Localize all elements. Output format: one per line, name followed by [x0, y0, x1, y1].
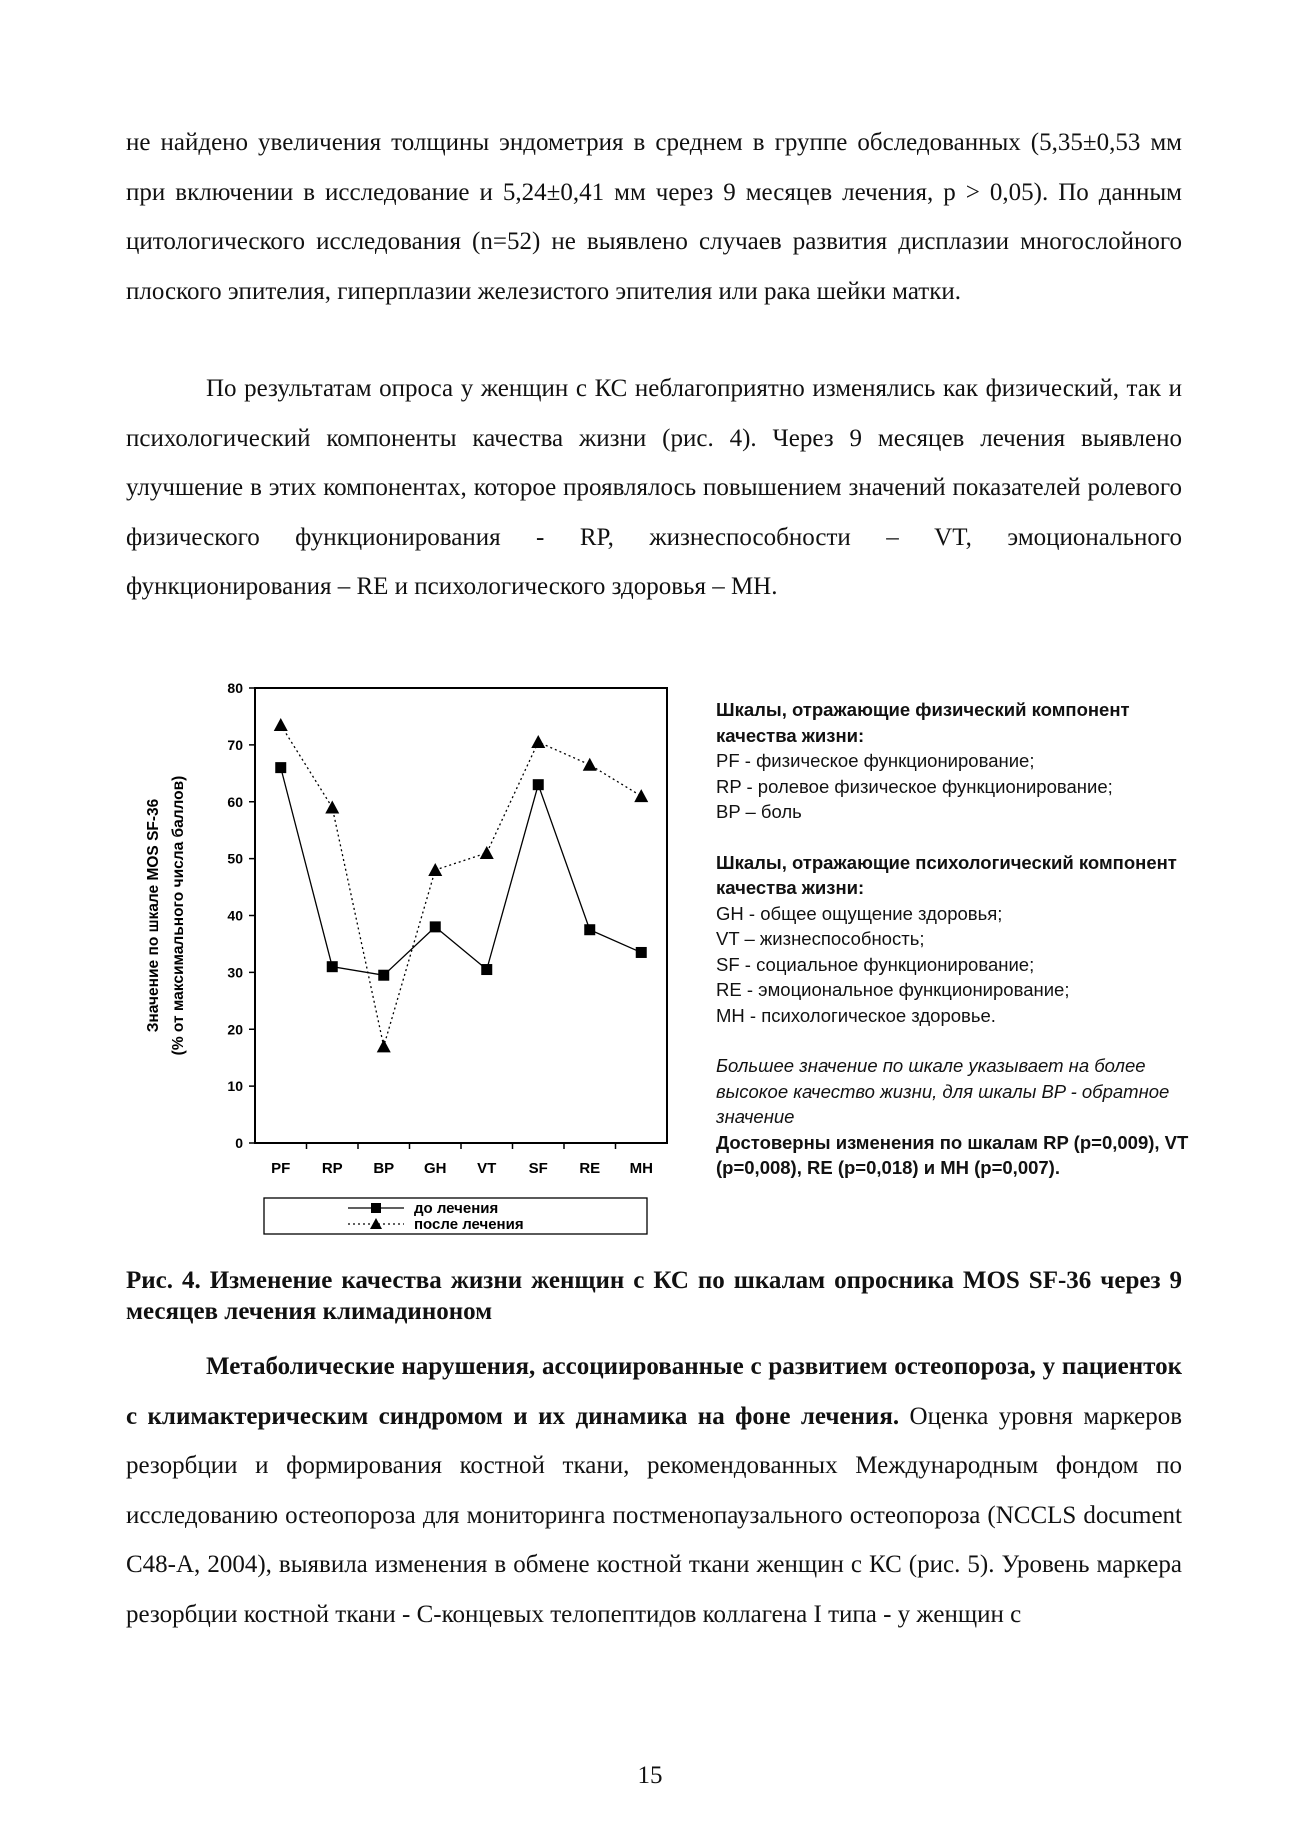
scales-legend-panel: [716, 697, 1196, 1181]
psychological-scale-item: SF - социальное функционирование;: [716, 953, 1035, 975]
x-tick-label: RE: [579, 1160, 601, 1177]
x-tick-label: RP: [321, 1160, 343, 1177]
paragraph-2: По результатам опроса у женщин с КС неблагоприятно изменялись как физический, так и психологический компоненты качества жизни (рис. 4). Через 9 месяцев лечения выявлено улучшение в этих компонентах, которое проявлялось повышением значений показателей ролевого физического функционирования - RP, жизнеспособности – VT, эмоционального функционирования – RE и психологического здоровья – MH.: [126, 375, 1182, 600]
data-point-before-treatment: [584, 924, 595, 935]
data-point-before-treatment: [533, 779, 544, 790]
figure-caption: Рис. 4. Изменение качества жизни женщин с КС по шкалам опросника MOS SF-36 через 9 месяцев лечения климадиноном: [126, 1267, 1182, 1325]
data-point-after-treatment: [428, 863, 442, 876]
physical-scale-item: RP - ролевое физическое функционирование;: [716, 775, 1113, 797]
paragraph-3-text: Оценка уровня маркеров резорбции и формирования костной ткани, рекомендованных Международным фондом по исследованию остеопороза для мониторинга постменопаузального остеопороза (NCCLS document C48-A, 2004), выявила изменения в обмене костной ткани женщин с КС (рис. 5). Уровень маркера резорбции костной ткани - С-концевых телопептидов коллагена I типа - у женщин с: [126, 1402, 1183, 1628]
y-axis-label-units: (% от максимального числа баллов): [170, 775, 187, 1056]
data-point-before-treatment: [275, 762, 286, 773]
x-tick-label: GH: [424, 1160, 447, 1177]
y-tick-label: 20: [227, 1021, 243, 1038]
data-point-after-treatment: [531, 735, 545, 748]
x-tick-label: PF: [271, 1160, 291, 1177]
data-point-after-treatment: [377, 1039, 391, 1052]
data-point-before-treatment: [327, 961, 338, 972]
y-tick-label: 60: [227, 793, 243, 810]
x-tick-label: SF: [528, 1160, 548, 1177]
y-tick-label: 80: [227, 680, 243, 696]
data-point-after-treatment: [325, 800, 339, 813]
data-point-after-treatment: [480, 846, 494, 859]
psychological-scale-item: RE - эмоциональное функционирование;: [716, 979, 1070, 1000]
x-tick-label: VT: [477, 1160, 497, 1177]
y-tick-label: 0: [235, 1135, 243, 1151]
data-point-after-treatment: [274, 718, 288, 731]
data-point-before-treatment: [378, 970, 389, 981]
x-tick-label: BP: [373, 1160, 395, 1177]
y-tick-label: 50: [227, 850, 243, 867]
y-axis-label: Значение по шкале MOS SF-36: [145, 798, 162, 1033]
y-tick-label: 30: [227, 964, 243, 981]
series-line-before-treatment: [281, 768, 642, 976]
x-tick-label: MH: [629, 1160, 653, 1177]
physical-scale-item: BP – боль: [716, 801, 802, 822]
psychological-scale-item: MH - психологическое здоровье.: [716, 1004, 996, 1026]
plot-area-frame: [255, 688, 667, 1143]
data-point-before-treatment: [636, 947, 647, 958]
quality-of-life-chart: [130, 670, 690, 1240]
y-tick-label: 40: [227, 907, 243, 924]
paragraph-1: не найдено увеличения толщины эндометрия в среднем в группе обследованных (5,35±0,53 мм при включении в исследование и 5,24±0,41 мм через 9 месяцев лечения, p > 0,05). По данным цитологического исследования (n=52) не выявлено случаев развития дисплазии многослойного плоского эпителия, гиперплазии железистого эпителия или рака шейки матки.: [126, 129, 1182, 305]
physical-scale-item: PF - физическое функционирование;: [716, 750, 1035, 771]
data-point-after-treatment: [634, 789, 648, 802]
data-point-before-treatment: [430, 921, 441, 932]
data-point-after-treatment: [583, 758, 597, 771]
legend-entry-label: до лечения: [414, 1200, 499, 1217]
psychological-scales-title: Шкалы, отражающие психологический компонент качества жизни:: [716, 851, 1177, 898]
psychological-scale-item: GH - общее ощущение здоровья;: [716, 902, 1003, 924]
physical-scales-title: Шкалы, отражающие физический компонент качества жизни:: [716, 699, 1130, 746]
legend-marker-square: [371, 1203, 381, 1213]
legend-entry-label: после лечения: [414, 1216, 524, 1233]
significance-note: Достоверны изменения по шкалам RP (p=0,009), VT (p=0,008), RE (p=0,018) и MH (p=0,007).: [716, 1131, 1189, 1178]
psychological-scale-item: VT – жизнеспособность;: [716, 928, 925, 949]
paragraph-3: [126, 1342, 1182, 1639]
page-number: 15: [637, 1762, 663, 1789]
y-tick-label: 70: [227, 736, 243, 753]
scale-interpretation-note: Большее значение по шкале указывает на более высокое качество жизни, для шкалы BP - обратное значение: [716, 1055, 1170, 1127]
series-line-after-treatment: [281, 725, 642, 1046]
section-heading: Метаболические нарушения, ассоциированные с развитием остеопороза, у пациенток с климактерическим синдромом и их динамика на фоне лечения.: [126, 1353, 1182, 1430]
data-point-before-treatment: [481, 964, 492, 975]
y-tick-label: 10: [227, 1078, 243, 1095]
